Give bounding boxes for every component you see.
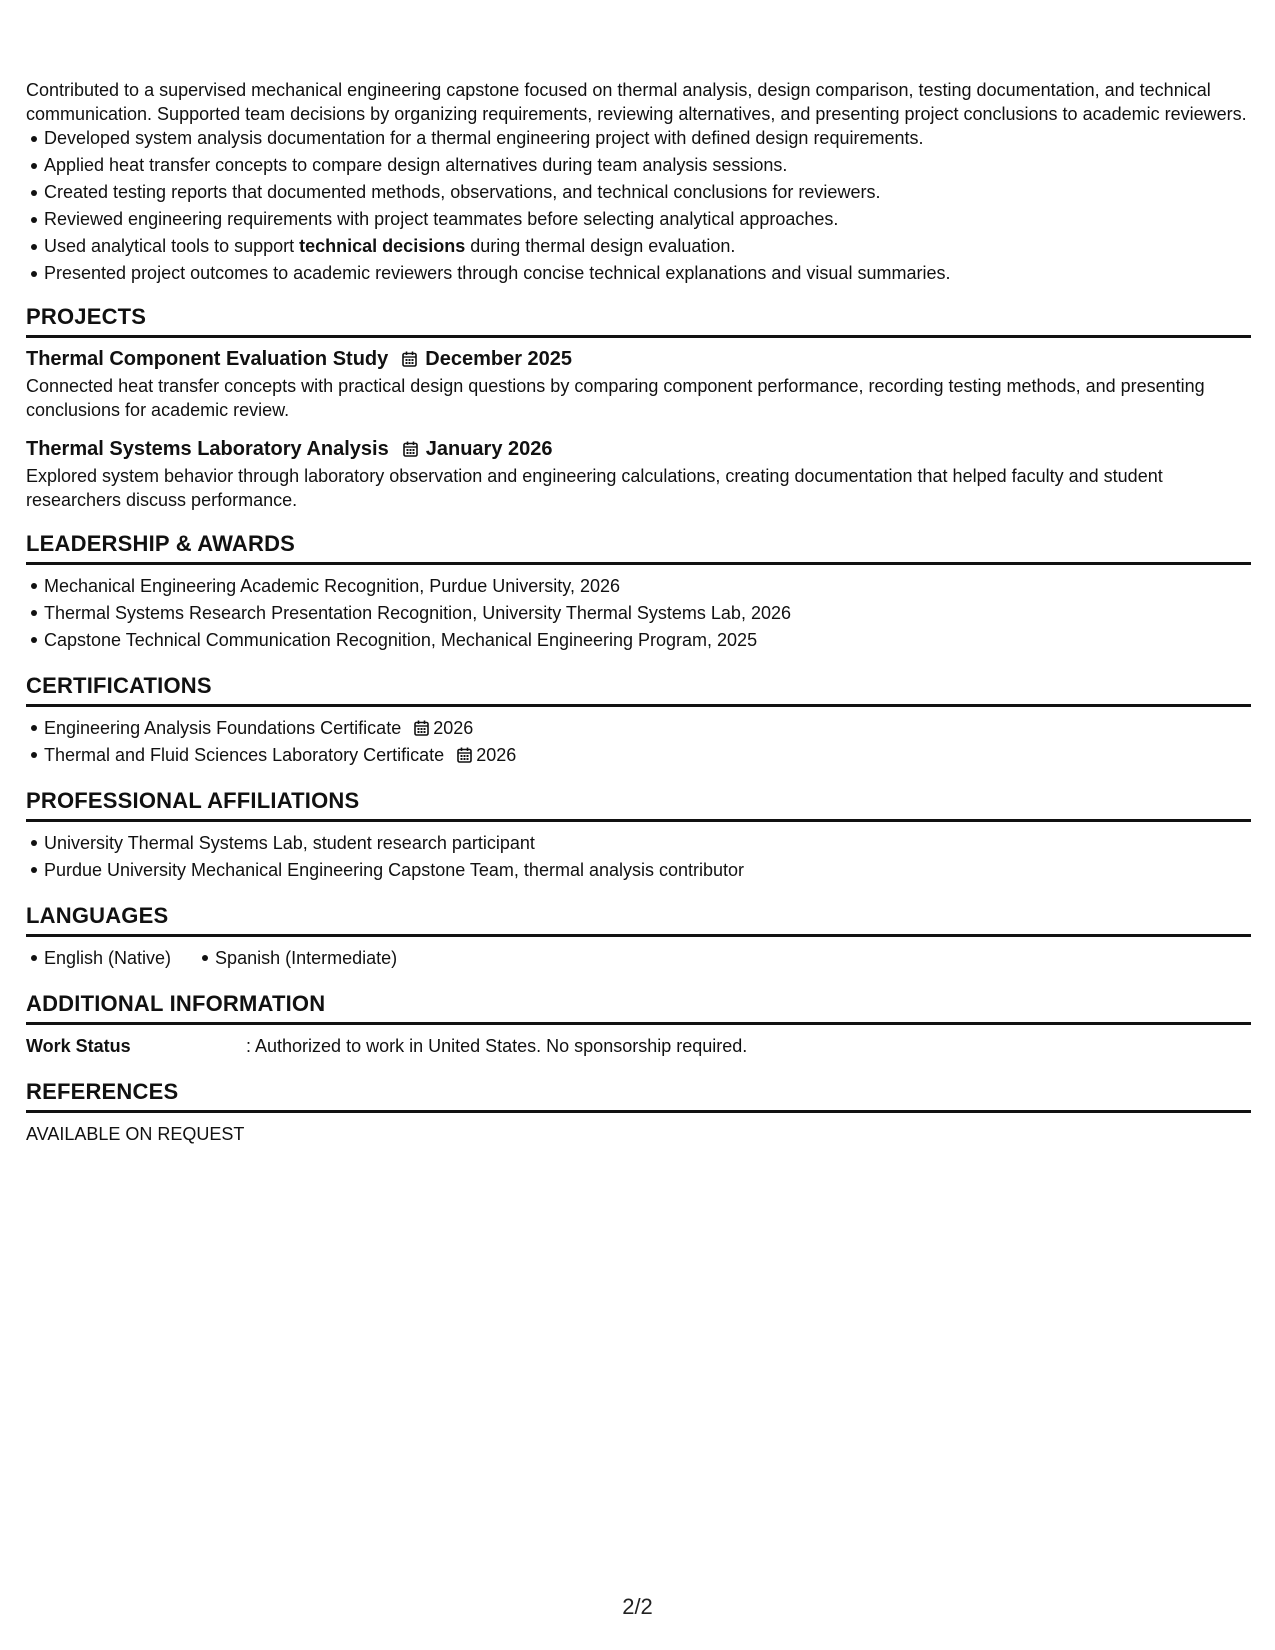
project-heading: [26, 436, 1251, 462]
list-item: [44, 234, 1251, 258]
affiliations-list: [26, 830, 1251, 884]
list-item: Reviewed engineering requirements with project teammates before selecting analytical approaches.: [44, 207, 1251, 231]
list-item: Purdue University Mechanical Engineering Capstone Team, thermal analysis contributor: [44, 857, 1251, 884]
section-title-languages: LANGUAGES: [26, 902, 1251, 937]
work-status-value: : Authorized to work in United States. No sponsorship required.: [246, 1036, 748, 1056]
list-item: Developed system analysis documentation for a thermal engineering project with defined design requirements.: [44, 126, 1251, 150]
project-item: [26, 346, 1251, 422]
projects-section: [26, 303, 1251, 512]
section-title-affiliations: PROFESSIONAL AFFILIATIONS: [26, 787, 1251, 822]
section-title-additional: ADDITIONAL INFORMATION: [26, 990, 1251, 1025]
languages-list: [26, 945, 1251, 972]
list-item: Capstone Technical Communication Recognition, Mechanical Engineering Program, 2025: [44, 627, 1251, 654]
references-section: [26, 1078, 1251, 1148]
certifications-list: [26, 715, 1251, 769]
languages-section: [26, 902, 1251, 972]
certificate-year: 2026: [433, 718, 474, 738]
leadership-list: [26, 573, 1251, 654]
list-item: Mechanical Engineering Academic Recognition, Purdue University, 2026: [44, 573, 1251, 600]
project-description: Explored system behavior through laboratory observation and engineering calculations, creating documentation that helped faculty and student researchers discuss performance.: [26, 466, 1163, 510]
certificate-year: 2026: [476, 745, 517, 765]
list-item: Spanish (Intermediate): [215, 945, 397, 972]
project-heading: [26, 346, 1251, 372]
calendar-icon: [414, 720, 429, 736]
calendar-icon: [457, 747, 472, 763]
project-date: January 2026: [425, 438, 553, 460]
section-title-leadership: LEADERSHIP & AWARDS: [26, 530, 1251, 565]
project-date: December 2025: [425, 348, 573, 370]
project-name: Thermal Component Evaluation Study: [26, 348, 389, 370]
list-item: Thermal Systems Research Presentation Recognition, University Thermal Systems Lab, 2026: [44, 600, 1251, 627]
project-name: Thermal Systems Laboratory Analysis: [26, 438, 389, 460]
bullet-text: during thermal design evaluation.: [465, 236, 736, 256]
project-item: [26, 436, 1251, 512]
references-text: AVAILABLE ON REQUEST: [26, 1124, 245, 1144]
leadership-section: [26, 530, 1251, 654]
certificate-name: Engineering Analysis Foundations Certificate: [44, 718, 402, 738]
bullet-text: Used analytical tools to support: [44, 236, 300, 256]
list-item: [44, 715, 1251, 742]
list-item: [44, 742, 1251, 769]
experience-bullets: [26, 126, 1251, 285]
section-title-projects: PROJECTS: [26, 303, 1251, 338]
calendar-icon: [402, 351, 417, 367]
list-item: Presented project outcomes to academic reviewers through concise technical explanations and visual summaries.: [44, 261, 1251, 285]
bullet-bold-text: technical decisions: [299, 236, 466, 256]
certifications-section: [26, 672, 1251, 769]
list-item: Created testing reports that documented methods, observations, and technical conclusions for reviewers.: [44, 180, 1251, 204]
list-item: Applied heat transfer concepts to compare design alternatives during team analysis sessions.: [44, 153, 1251, 177]
additional-section: [26, 990, 1251, 1060]
section-title-references: REFERENCES: [26, 1078, 1251, 1113]
resume-page: [26, 78, 1251, 1148]
project-description: Connected heat transfer concepts with practical design questions by comparing component performance, recording testing methods, and presenting conclusions for academic review.: [26, 376, 1205, 420]
page-number: 2/2: [622, 1594, 653, 1619]
section-title-certifications: CERTIFICATIONS: [26, 672, 1251, 707]
certificate-name: Thermal and Fluid Sciences Laboratory Certificate: [44, 745, 445, 765]
list-item: University Thermal Systems Lab, student research participant: [44, 830, 1251, 857]
affiliations-section: [26, 787, 1251, 884]
work-status-label: Work Status: [26, 1036, 131, 1056]
list-item: English (Native): [44, 945, 171, 972]
work-status-row: [26, 1033, 1251, 1060]
calendar-icon: [403, 441, 418, 457]
experience-summary: Contributed to a supervised mechanical engineering capstone focused on thermal analysis, design comparison, testing documentation, and technical communication. Supported team decisions by organizing requirements, reviewing alternatives, and presenting project conclusions to academic reviewers.: [26, 80, 1247, 124]
